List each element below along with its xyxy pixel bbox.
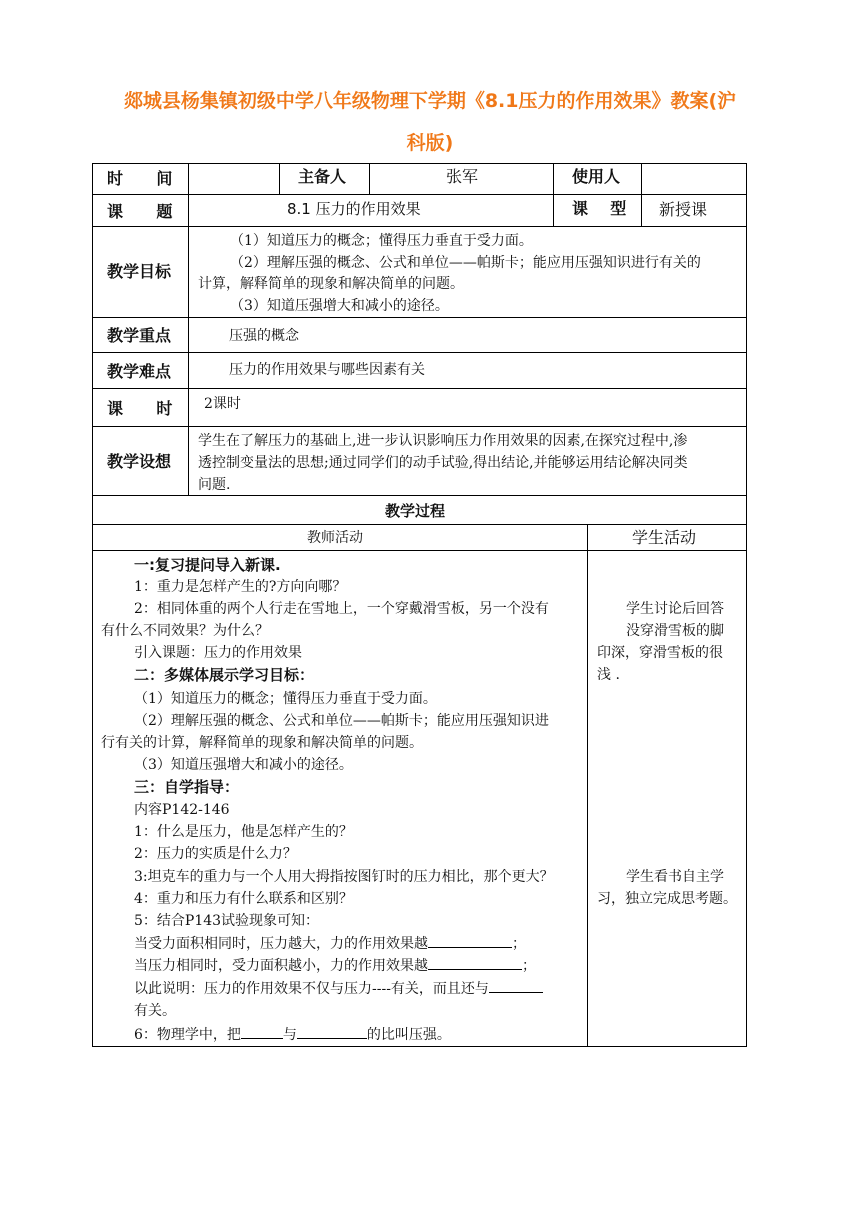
section-3-heading: 三：自学指导：	[134, 778, 240, 796]
key-point-value: 压强的概念	[229, 328, 299, 344]
lesson-type-label: 课 型	[572, 199, 627, 218]
document-title	[92, 80, 768, 164]
answer-blank[interactable]	[297, 1023, 367, 1039]
preparer-label: 主备人	[298, 167, 347, 186]
section-1-intro: 引入课题：压力的作用效果	[134, 645, 302, 661]
student-answer-1-line-2: 没穿滑雪板的脚	[626, 623, 724, 639]
answer-blank[interactable]	[489, 977, 543, 993]
hours-value: 2课时	[204, 396, 241, 412]
objective-line-1: （1）知道压力的概念；懂得压力垂直于受力面。	[230, 233, 533, 249]
section-3-q3: 3:坦克车的重力与一个人用大拇指按图钉时的压力相比，那个更大？	[134, 869, 554, 885]
design-label: 教学设想	[107, 452, 172, 471]
answer-blank[interactable]	[428, 954, 522, 970]
title-line-1: 郯城县杨集镇初级中学八年级物理下学期《8.1压力的作用效果》教案(沪	[123, 90, 737, 112]
title-line-2: 科版)	[406, 132, 454, 154]
section-2-goal-3: （3）知道压强增大和减小的途径。	[134, 757, 353, 773]
section-1-q2a: 2：相同体重的两个人行走在雪地上，一个穿戴滑雪板，另一个没有	[134, 601, 549, 617]
teacher-activity-header: 教师活动	[307, 530, 363, 546]
design-line-2: 透控制变量法的思想;通过同学们的动手试验,得出结论,并能够运用结论解决同类	[198, 455, 688, 471]
section-2-heading: 二：多媒体展示学习目标：	[134, 666, 315, 684]
fill-line-4: 6：物理学中，把 与 的比叫压强。	[134, 1023, 451, 1046]
student-activity-header: 学生活动	[632, 528, 697, 547]
section-2-goal-2b: 行有关的计算，解释简单的现象和解决简单的问题。	[101, 735, 423, 751]
student-answer-2-line-1: 学生看书自主学	[626, 869, 724, 885]
hours-label: 课 时	[107, 399, 173, 418]
objective-line-2: （2）理解压强的概念、公式和单位——帕斯卡；能应用压强知识进行有关的	[230, 255, 701, 271]
answer-blank[interactable]	[428, 932, 512, 948]
fill-line-3: 以此说明：压力的作用效果不仅与压力----有关，而且还与	[134, 977, 543, 1000]
student-answer-1-line-3: 印深，穿滑雪板的很	[597, 645, 723, 661]
section-3-q1: 1：什么是压力，他是怎样产生的？	[134, 824, 353, 840]
topic-label: 课 题	[107, 202, 173, 221]
section-3-content: 内容P142-146	[134, 802, 230, 818]
objective-line-4: （3）知道压强增大和减小的途径。	[230, 298, 449, 314]
objective-line-3: 计算，解释简单的现象和解决简单的问题。	[198, 276, 464, 292]
design-line-1: 学生在了解压力的基础上,进一步认识影响压力作用效果的因素,在探究过程中,渗	[198, 433, 688, 449]
user-label: 使用人	[572, 167, 621, 186]
process-title: 教学过程	[385, 502, 446, 520]
section-1-q2b: 有什么不同效果？为什么？	[101, 623, 269, 639]
difficulty-value: 压力的作用效果与哪些因素有关	[229, 362, 425, 378]
topic-value: 8.1 压力的作用效果	[287, 200, 421, 218]
key-point-label: 教学重点	[107, 326, 172, 345]
difficulty-label: 教学难点	[107, 362, 172, 381]
time-label: 时 间	[107, 169, 173, 188]
section-2-goal-1: （1）知道压力的概念；懂得压力垂直于受力面。	[134, 691, 437, 707]
student-answer-2-line-2: 习，独立完成思考题。	[597, 891, 737, 907]
answer-blank[interactable]	[241, 1023, 283, 1039]
fill-line-1: 当受力面积相同时，压力越大，力的作用效果越 ；	[134, 932, 526, 955]
section-3-q2: 2：压力的实质是什么力？	[134, 846, 297, 862]
section-1-q1: 1：重力是怎样产生的?方向向哪？	[134, 579, 347, 595]
lesson-type-value: 新授课	[659, 200, 708, 219]
objectives-label: 教学目标	[107, 262, 172, 281]
section-3-q5: 5：结合P143试验现象可知：	[134, 913, 320, 929]
fill-line-2: 当压力相同时，受力面积越小，力的作用效果越 ；	[134, 954, 536, 977]
student-answer-1-line-1: 学生讨论后回答	[626, 601, 724, 617]
section-2-goal-2a: （2）理解压强的概念、公式和单位——帕斯卡；能应用压强知识进	[134, 713, 549, 729]
student-answer-1-line-4: 浅 .	[597, 667, 620, 683]
section-3-q4: 4：重力和压力有什么联系和区别？	[134, 891, 353, 907]
design-line-3: 问题.	[198, 477, 231, 493]
preparer-value: 张军	[446, 167, 479, 186]
section-1-heading: 一:复习提问导入新课.	[134, 556, 281, 574]
fill-line-3b: 有关。	[134, 1003, 176, 1019]
